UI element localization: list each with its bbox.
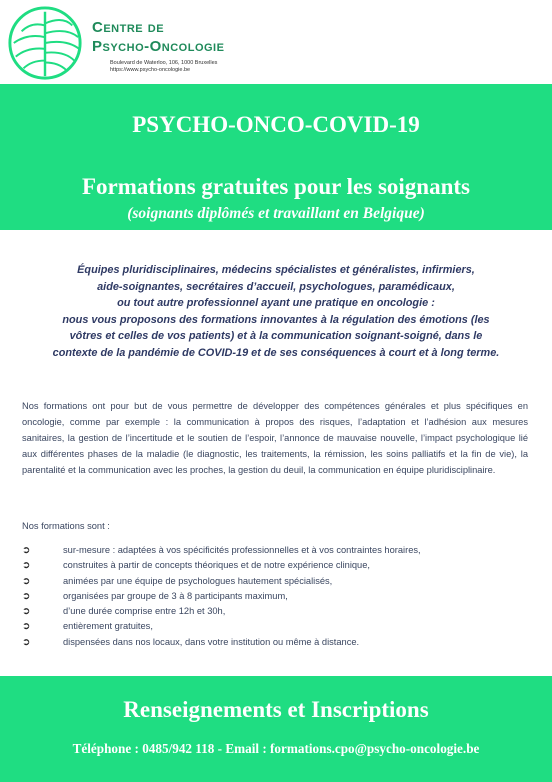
banner-subtitle: Formations gratuites pour les soignants xyxy=(81,174,471,199)
arrow-right-icon: ➲ xyxy=(22,575,31,587)
list-item-text: d’une durée comprise entre 12h et 30h, xyxy=(63,606,226,617)
banner-subtitle-note: (soignants diplômés et travaillant en Belgique) xyxy=(127,205,425,222)
list-item-text: animées par une équipe de psychologues hautement spécialisés, xyxy=(63,575,333,586)
page-header xyxy=(0,0,552,84)
intro-line: contexte de la pandémie de COVID-19 et de ses conséquences à court et à long terme. xyxy=(52,346,500,359)
intro-line: nous vous proposons des formations innovantes à la régulation des émotions (les xyxy=(62,313,490,326)
intro-line: vôtres et celles de vos patients) et à la communication soignant-soigné, dans le xyxy=(69,330,483,343)
list-item-text: dispensées dans nos locaux, dans votre institution ou même à distance. xyxy=(63,636,360,647)
list-item-text: organisées par groupe de 3 à 8 participants maximum, xyxy=(63,590,288,601)
org-website-link[interactable]: https://www.psycho-oncologie.be xyxy=(110,67,191,73)
list-item xyxy=(22,543,421,558)
contact-banner xyxy=(0,676,552,782)
org-address: Boulevard de Waterloo, 106, 1000 Bruxelles xyxy=(110,60,218,66)
contact-details[interactable]: Téléphone : 0485/942 118 - Email : formations.cpo@psycho-oncologie.be xyxy=(72,741,480,756)
leaf-logo-icon xyxy=(6,4,84,82)
intro-line: aide-soignantes, secrétaires d’accueil, psychologues, paramédicaux, xyxy=(97,280,455,293)
intro-line: ou tout autre professionnel ayant une pratique en oncologie : xyxy=(117,297,435,310)
intro-paragraph xyxy=(20,262,532,362)
org-name-line2: Psycho-Oncologie xyxy=(92,38,225,55)
arrow-right-icon: ➲ xyxy=(22,606,31,618)
list-item-text: sur-mesure : adaptées à vos spécificités professionnelles et à vos contraintes horaires, xyxy=(63,545,421,555)
list-item xyxy=(22,574,421,589)
arrow-right-icon: ➲ xyxy=(22,560,31,572)
list-item xyxy=(22,604,421,619)
list-item xyxy=(22,558,421,573)
list-item xyxy=(22,589,421,604)
list-item xyxy=(22,635,421,650)
features-list xyxy=(22,543,421,650)
goals-paragraph: Nos formations ont pour but de vous permettre de développer des compétences générales et plus spécifiques en oncologie, comme par exemple : la communication à propos des risques, l’adaptation et l’adhésion aux mesures sanitaires, la gestion de l’incertitude et le soutien de l’espoir, l’annonce de mauvaise nouvelle, l’impact psychologique lié aux différentes phases de la maladie (le diagnostic, les traitements, la rémission, les soins palliatifs et la fin de vie), la parentalité et la communication avec les proches, la gestion du deuil, la communication en équipe pluridisciplinaire. xyxy=(22,401,528,475)
arrow-right-icon: ➲ xyxy=(22,545,31,556)
arrow-right-icon: ➲ xyxy=(22,621,31,633)
organization-block xyxy=(92,18,224,74)
list-item xyxy=(22,619,421,634)
contact-title: Renseignements et Inscriptions xyxy=(123,697,429,722)
list-heading: Nos formations sont : xyxy=(22,521,110,531)
list-item-text: entièrement gratuites, xyxy=(63,621,153,632)
intro-line: Équipes pluridisciplinaires, médecins spécialistes et généralistes, infirmiers, xyxy=(77,264,475,276)
org-name-line1: Centre de xyxy=(92,19,165,36)
arrow-right-icon: ➲ xyxy=(22,590,31,602)
arrow-right-icon: ➲ xyxy=(22,636,31,648)
list-item-text: construites à partir de concepts théoriques et de notre expérience clinique, xyxy=(63,560,370,571)
main-title: PSYCHO-ONCO-COVID-19 xyxy=(132,112,420,137)
title-banner xyxy=(0,84,552,230)
